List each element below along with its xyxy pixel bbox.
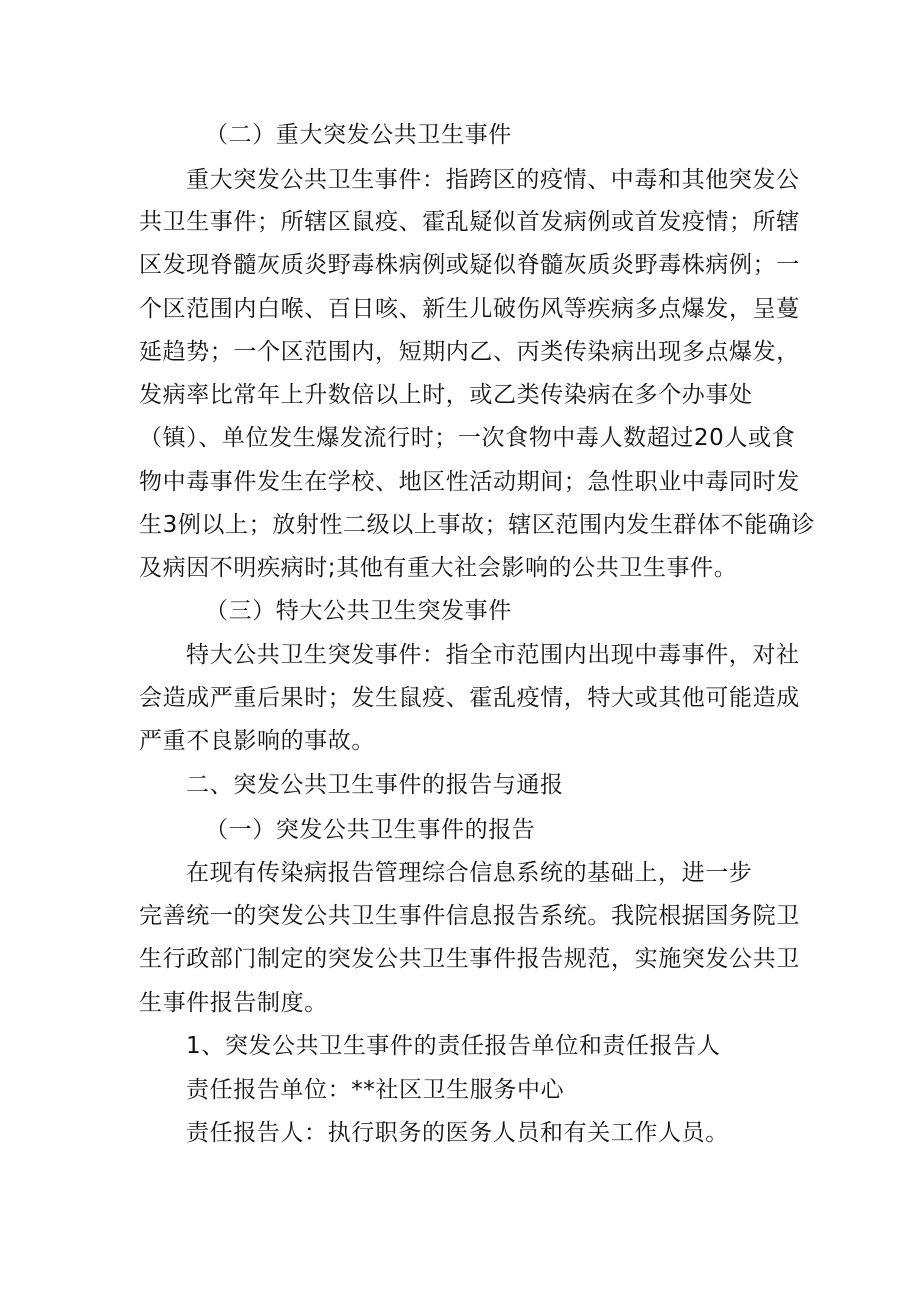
paragraph-line: 发病率比常年上升数倍以上时，或乙类传染病在多个办事处 [139,382,753,408]
paragraph-line: 生行政部门制定的突发公共卫生事件报告规范，实施突发公共卫 [139,946,800,972]
section-heading-major-events: （二）重大突发公共卫生事件 [205,122,512,148]
section-heading-extraordinary-events: （三）特大公共卫生突发事件 [205,598,512,624]
paragraph-line: 生3例以上；放射性二级以上事故；辖区范围内发生群体不能确诊 [139,512,816,538]
item-heading-responsible-reporters: 1、突发公共卫生事件的责任报告单位和责任报告人 [186,1033,721,1059]
part-heading-reporting: 二、突发公共卫生事件的报告与通报 [186,772,564,798]
paragraph-line: 在现有传染病报告管理综合信息系统的基础上，进一步 [186,860,753,886]
paragraph-line: 生事件报告制度。 [139,990,328,1016]
paragraph-line: 及病因不明疾病时;其他有重大社会影响的公共卫生事件。 [139,555,738,581]
paragraph-line: 区发现脊髓灰质炎野毒株病例或疑似脊髓灰质炎野毒株病例；一 [139,252,800,278]
paragraph-line: 共卫生事件；所辖区鼠疫、霍乱疑似首发病例或首发疫情；所辖 [139,209,800,235]
paragraph-line: 特大公共卫生突发事件：指全市范围内出现中毒事件，对社 [186,642,800,668]
paragraph-line: 完善统一的突发公共卫生事件信息报告系统。我院根据国务院卫 [139,903,800,929]
subsection-heading-report: （一）突发公共卫生事件的报告 [205,817,536,843]
paragraph-line: 会造成严重后果时；发生鼠疫、霍乱疫情，特大或其他可能造成 [139,685,800,711]
paragraph-line: 物中毒事件发生在学校、地区性活动期间；急性职业中毒同时发 [139,469,800,495]
paragraph-line: 延趋势；一个区范围内，短期内乙、丙类传染病出现多点爆发， [139,339,800,365]
paragraph-line: （镇）、单位发生爆发流行时；一次食物中毒人数超过20人或食 [139,425,796,451]
responsible-unit-line: 责任报告单位：**社区卫生服务中心 [186,1077,565,1103]
responsible-person-line: 责任报告人：执行职务的医务人员和有关工作人员。 [186,1120,729,1146]
paragraph-line: 重大突发公共卫生事件：指跨区的疫情、中毒和其他突发公 [186,167,800,193]
paragraph-line: 个区范围内白喉、百日咳、新生儿破伤风等疾病多点爆发，呈蔓 [139,296,800,322]
paragraph-line: 严重不良影响的事故。 [139,728,375,754]
